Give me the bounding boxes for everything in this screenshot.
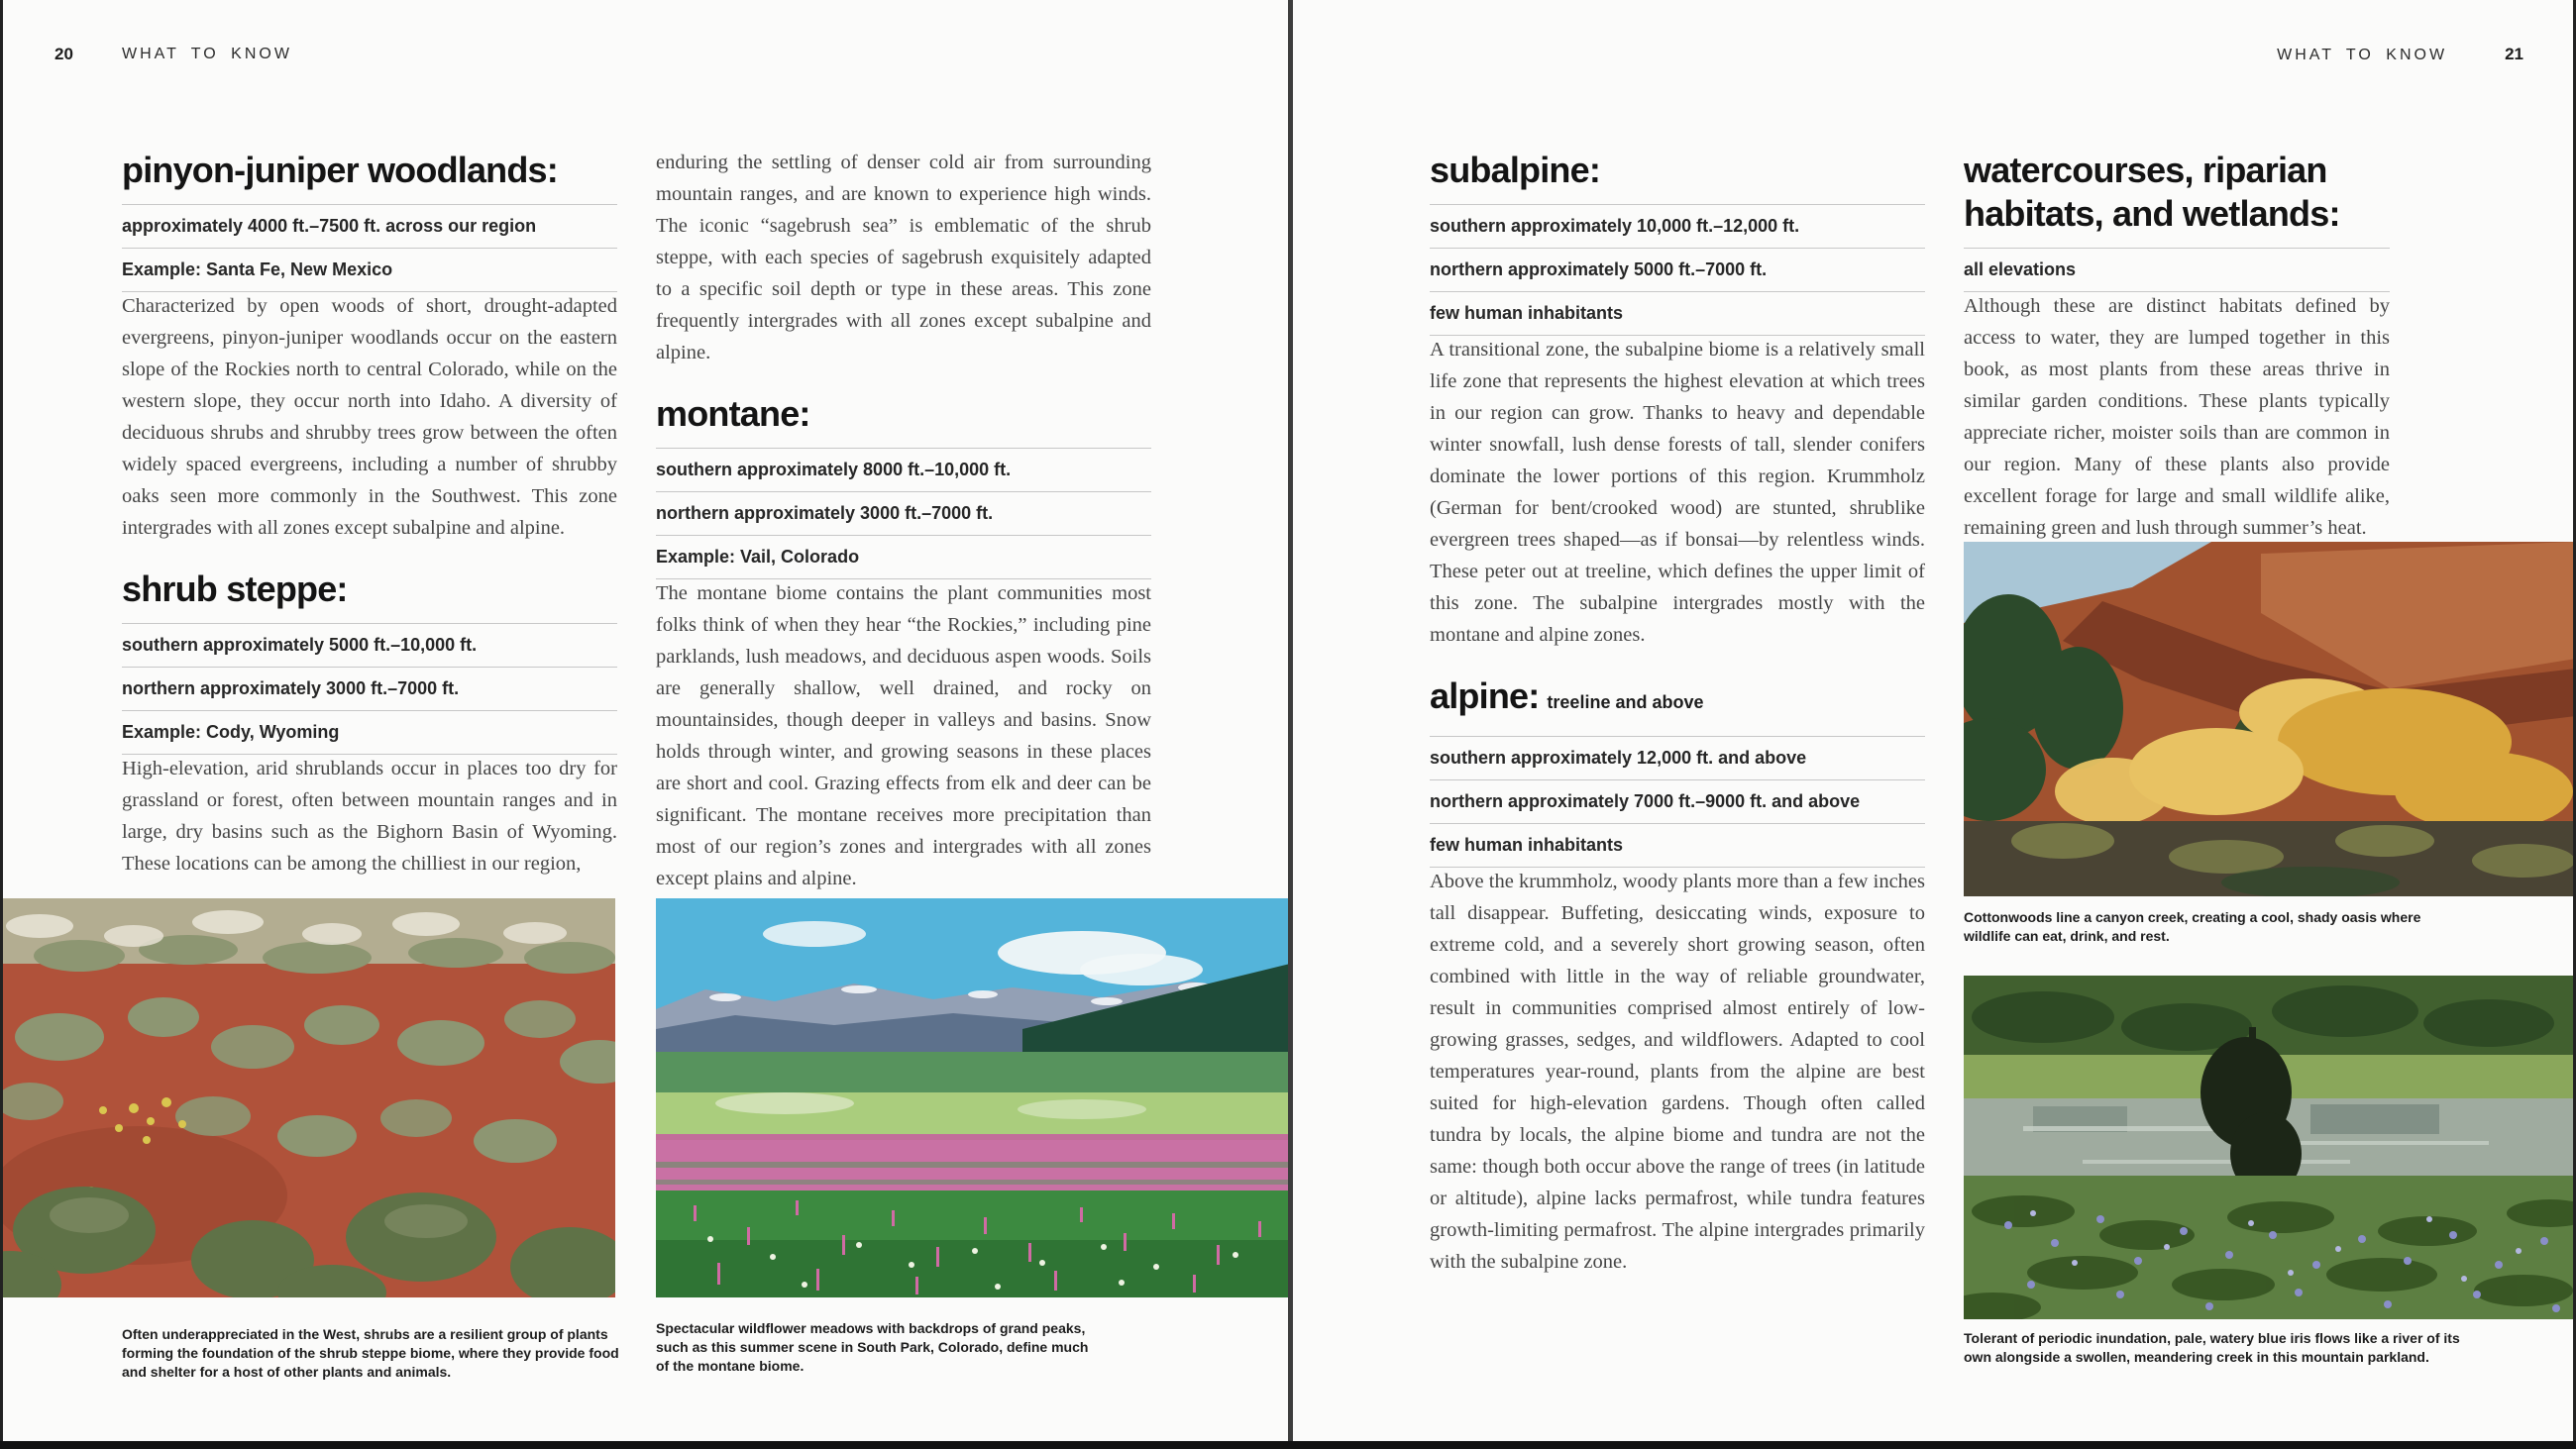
photo-shrub-steppe <box>0 898 615 1297</box>
section-title: watercourses, riparian habitats, and wetlands: <box>1964 150 2340 234</box>
spec-table <box>122 204 617 292</box>
spec-row: Example: Santa Fe, New Mexico <box>122 248 617 291</box>
section-title: montane: <box>656 393 810 434</box>
body-paragraph: Although these are distinct habitats defined by access to water, they are lumped together in this book, as most plants from these areas thrive in similar garden conditions. These plants typically appreciate richer, moister soils than are common in our region. Many of these plants also provide excellent forage for large and small wildlife alike, remaining green and lush through summer’s heat. <box>1964 295 2390 539</box>
spec-row: Example: Vail, Colorado <box>656 535 1151 578</box>
photo-caption: Spectacular wildflower meadows with backdrops of grand peaks, such as this summer scene in South Park, Colorado, define much of the montane biome. <box>656 1320 1089 1374</box>
section-alpine <box>1430 674 1925 1278</box>
photo-canyon-creek <box>1964 542 2576 896</box>
body-paragraph: Above the krummholz, woody plants more than a few inches tall disappear. Buffeting, desiccating winds, exposure to extreme cold, and a severely short growing season, often combined with little in the way of reliable groundwater, result in communities comprised almost entirely of low-growing grasses, sedges, and wildflowers. Adapted to cool temperatures year-round, plants from the alpine are best suited for high-elevation gardens. Though often called tundra by locals, the alpine biome and tundra are not the same: though both occur above the range of trees (in latitude or altitude), alpine lacks permafrost, while tundra features growth-limiting permafrost. The alpine intergrades primarily with the subalpine zone. <box>1430 871 1925 1273</box>
column-right-2 <box>1964 149 2390 544</box>
column-left-2 <box>656 149 1151 894</box>
section-title: shrub steppe: <box>122 569 348 609</box>
photo-caption: Often underappreciated in the West, shrubs are a resilient group of plants forming the foundation of the shrub steppe biome, where they provide food and shelter for a host of other plants and animals. <box>122 1326 619 1380</box>
running-head-left: WHAT TO KNOW <box>122 46 292 62</box>
body-paragraph: A transitional zone, the subalpine biome is a relatively small life zone that represents the highest elevation at which trees in our region can grow. Thanks to heavy and dependable winter snowfall, lush dense forests of tall, slender conifers dominate the lower portions of this region. Krummholz (German for bent/crooked wood) are stunted, shrublike evergreen trees shaped—as if bonsai—by relentless winds. These peter out at treeline, which defines the upper limit of this zone. The subalpine intergrades mostly with the montane and alpine zones. <box>1430 339 1925 646</box>
spec-row: few human inhabitants <box>1430 823 1925 867</box>
running-head-right: WHAT TO KNOW <box>2277 47 2448 63</box>
spec-table <box>1430 204 1925 336</box>
photo-montane-meadow <box>656 898 1290 1297</box>
spec-table <box>1964 248 2390 292</box>
spec-row: southern approximately 8000 ft.–10,000 ft. <box>656 448 1151 491</box>
spec-row: northern approximately 3000 ft.–7000 ft. <box>122 667 617 710</box>
spec-row: southern approximately 12,000 ft. and above <box>1430 736 1925 779</box>
spec-table <box>1430 736 1925 868</box>
section-subalpine <box>1430 149 1925 651</box>
body-paragraph-continued: enduring the settling of denser cold air from surrounding mountain ranges, and are known to experience high winds. The iconic “sagebrush sea” is emblematic of the shrub steppe, with each species of sagebrush exquisitely adapted to a specific soil depth or type in these areas. This zone frequently intergrades with all zones except subalpine and alpine. <box>656 152 1151 363</box>
spec-row: southern approximately 5000 ft.–10,000 ft. <box>122 623 617 667</box>
page-edge-bottom <box>0 1441 2576 1449</box>
spec-row: few human inhabitants <box>1430 291 1925 335</box>
section-title-text: alpine: <box>1430 675 1540 716</box>
section-subtitle: treeline and above <box>1547 692 1704 712</box>
section-watercourses <box>1964 149 2390 544</box>
page-number-left: 20 <box>54 45 73 63</box>
section-title: subalpine: <box>1430 150 1601 190</box>
spec-table <box>122 623 617 755</box>
photo-caption: Cottonwoods line a canyon creek, creating a cool, shady oasis where wildlife can eat, drink, and rest. <box>1964 909 2421 944</box>
body-paragraph: Characterized by open woods of short, drought-adapted evergreens, pinyon-juniper woodlands occur on the eastern slope of the Rockies north to central Colorado, while on the western slope, they occur north into Idaho. A diversity of deciduous shrubs and shrubby trees grow between the often widely spaced evergreens, including a number of shrubby oaks seen more commonly in the Southwest. This zone intergrades with all zones except subalpine and alpine. <box>122 295 617 539</box>
photo-wetland-iris <box>1964 976 2576 1319</box>
page-edge-left <box>0 0 3 1449</box>
spec-table <box>656 448 1151 579</box>
column-right-1 <box>1430 149 1925 1278</box>
page-number-right: 21 <box>2505 45 2523 63</box>
spec-row: Example: Cody, Wyoming <box>122 710 617 754</box>
body-paragraph: The montane biome contains the plant communities most folks think of when they hear “the Rockies,” including pine parklands, lush meadows, and deciduous aspen woods. Soils are generally shallow, well drained, and rocky on mountainsides, though deeper in valleys and basins. Snow holds through winter, and growing seasons in these places are short and cool. Grazing effects from elk and deer can be significant. The montane receives more precipitation than most of our region’s zones and intergrades with all zones except plains and alpine. <box>656 582 1151 889</box>
section-montane <box>656 392 1151 894</box>
spec-row: southern approximately 10,000 ft.–12,000 ft. <box>1430 204 1925 248</box>
spec-row: northern approximately 7000 ft.–9000 ft. and above <box>1430 779 1925 823</box>
section-title: pinyon-juniper woodlands: <box>122 150 558 190</box>
spec-row: northern approximately 3000 ft.–7000 ft. <box>656 491 1151 535</box>
column-left-1 <box>122 149 617 880</box>
photo-caption: Tolerant of periodic inundation, pale, watery blue iris flows like a river of its own alongside a swollen, meandering creek in this mountain parkland. <box>1964 1330 2460 1365</box>
section-title <box>1430 674 1925 724</box>
spec-row: all elevations <box>1964 248 2390 291</box>
page-gutter-line <box>1288 0 1293 1449</box>
running-head-right-group <box>2277 45 2523 64</box>
section-pinyon-juniper <box>122 149 617 544</box>
spec-row: approximately 4000 ft.–7500 ft. across our region <box>122 204 617 248</box>
section-shrub-steppe <box>122 568 617 880</box>
body-paragraph: High-elevation, arid shrublands occur in places too dry for grassland or forest, often between mountain ranges and in large, dry basins such as the Bighorn Basin of Wyoming. These locations can be among the chilliest in our region, <box>122 758 617 875</box>
spec-row: northern approximately 5000 ft.–7000 ft. <box>1430 248 1925 291</box>
